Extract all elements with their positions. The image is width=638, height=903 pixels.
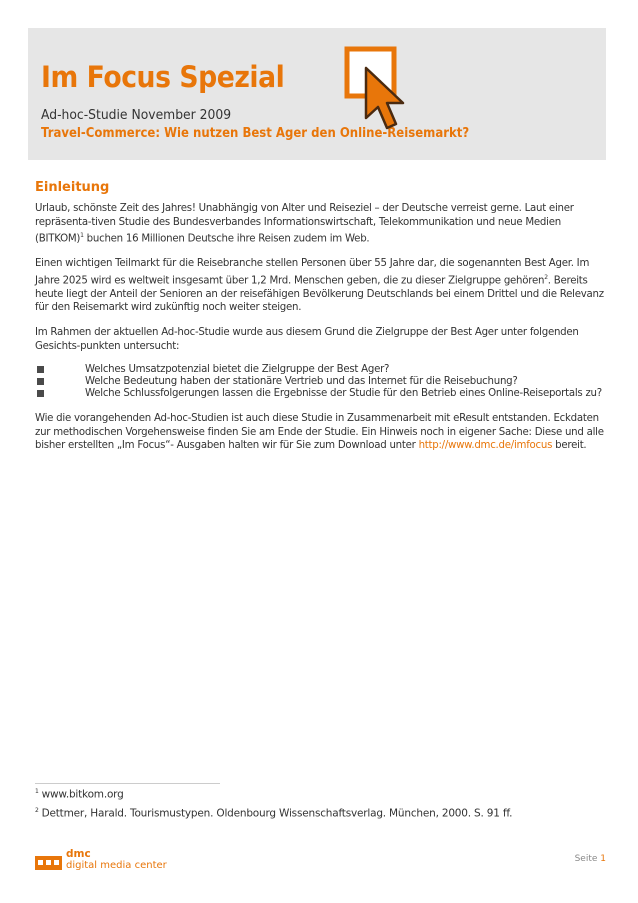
page-number: Seite 1 — [574, 854, 606, 864]
list-item: Welche Schlussfolgerungen lassen die Ergebnisse der Studie für den Betrieb eines Online-Reiseportals zu? — [35, 388, 605, 400]
dmc-logo — [35, 848, 165, 878]
study-subtitle: Ad-hoc-Studie November 2009 — [41, 108, 232, 123]
list-item: Welche Bedeutung haben der stationäre Vertrieb und das Internet für die Reisebuchung? — [35, 376, 605, 388]
study-question: Travel-Commerce: Wie nutzen Best Ager den Online-Reisemarkt? — [41, 126, 470, 141]
bullet-square-icon — [37, 378, 44, 385]
research-questions-list — [35, 364, 605, 400]
footnote-2: $^2$ Dettmer, Harald. Tourismustypen. Oldenbourg Wissenschaftsverlag. München, 2000. S. 91 ff. — [35, 806, 513, 819]
bullet-square-icon — [37, 366, 44, 373]
logo-text-dmc: dmc — [66, 848, 91, 860]
cursor-in-square-icon — [344, 46, 434, 146]
intro-paragraph-3: Im Rahmen der aktuellen Ad-hoc-Studie wurde aus diesem Grund die Zielgruppe der Best Ager unter folgenden Gesichts-punkten untersucht: — [35, 326, 579, 352]
footnotes — [35, 788, 605, 825]
logo-text-full: digital media center — [66, 860, 167, 871]
page-title: Im Focus Spezial — [41, 60, 285, 94]
download-link[interactable]: http://www.dmc.de/imfocus — [418, 440, 553, 452]
footnote-divider — [35, 783, 220, 784]
section-heading-einleitung: Einleitung — [35, 180, 110, 195]
intro-paragraph-2: Einen wichtigen Teilmarkt für die Reisebranche stellen Personen über 55 Jahre dar, die sogenannten Best Ager. Im Jahre 2025 wird es weltweit insgesamt über 1,2 Mrd. Menschen geben, die zu dieser Zielgruppe gehören$^2$. Bereits heute liegt der Anteil der Senioren an der reisefähigen Bevölkerung Deutschlands bei einem Drittel und die Relevanz für den Reisemarkt wird zukünftig noch weiter steigen. — [35, 258, 604, 314]
footnote-ref-1[interactable]: 1 — [80, 232, 84, 240]
main-content — [35, 180, 605, 464]
footnote-1: $^1$ www.bitkom.org — [35, 788, 124, 801]
dmc-blocks-icon — [35, 856, 62, 870]
footnote-ref-2[interactable]: 2 — [544, 273, 548, 281]
header-banner — [28, 28, 606, 160]
list-item: Welches Umsatzpotenzial bietet die Zielgruppe der Best Ager? — [35, 364, 605, 376]
intro-paragraph-1: Urlaub, schönste Zeit des Jahres! Unabhängig von Alter und Reiseziel – der Deutsche verreist gerne. Laut einer repräsenta-tiven Studie des Bundesverbandes Informationswirtschaft, Telekommunikation und neue Medien (BITKOM)$^1$ buchen 16 Millionen Deutsche ihre Reisen zudem im Web. — [35, 203, 574, 245]
bullet-square-icon — [37, 390, 44, 397]
intro-paragraph-4: Wie die vorangehenden Ad-hoc-Studien ist auch diese Studie in Zusammenarbeit mit eResult entstanden. Eckdaten zur methodischen Vorgehensweise finden Sie am Ende der Studie. Ein Hinweis noch in eigener Sache: Diese und alle bisher erstellten „Im Focus“- Ausgaben halten wir für Sie zum Download unter http://www.dmc.de/imfocus bereit. — [35, 413, 604, 452]
